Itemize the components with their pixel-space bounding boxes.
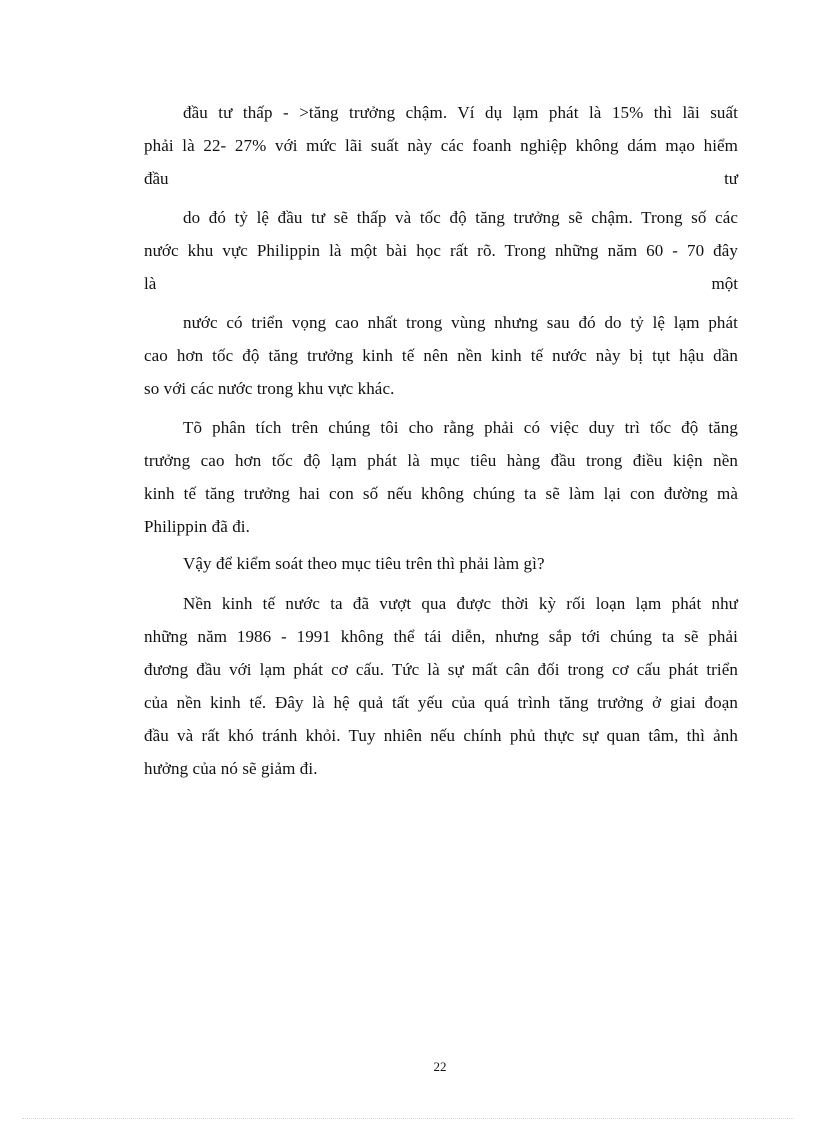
text-line: cao hơn tốc độ tăng trưởng kinh tế nên nền kinh tế nước này bị tụt hậu dần — [144, 346, 738, 365]
text-line: do đó tỷ lệ đầu tư sẽ thấp và tốc độ tăng trưởng sẽ chậm. Trong số các — [183, 208, 738, 227]
text-line: so với các nước trong khu vực khác. — [144, 379, 395, 398]
text-line: đầu và rất khó tránh khỏi. Tuy nhiên nếu chính phủ thực sự quan tâm, thì ảnh — [144, 726, 738, 745]
text-line: đương đầu với lạm phát cơ cấu. Tức là sự mất cân đối trong cơ cấu phát triển — [144, 660, 738, 679]
page-bottom-divider — [22, 1118, 794, 1119]
text-line: hưởng của nó sẽ giảm đi. — [144, 759, 318, 778]
text-line: Nền kinh tế nước ta đã vượt qua được thời kỳ rối loạn lạm phát như — [183, 594, 738, 613]
text-line: Vậy để kiểm soát theo mục tiêu trên thì phải làm gì? — [183, 554, 545, 573]
text-line: trưởng cao hơn tốc độ lạm phát là mục tiêu hàng đầu trong điều kiện nền — [144, 451, 738, 470]
text-line: nước có triển vọng cao nhất trong vùng nhưng sau đó do tỷ lệ lạm phát — [183, 313, 738, 332]
text-word: là — [144, 274, 157, 293]
text-line-split — [144, 273, 738, 295]
text-line: kinh tế tăng trưởng hai con số nếu không chúng ta sẽ làm lại con đường mà — [144, 484, 738, 503]
text-line: phải là 22- 27% với mức lãi suất này các foanh nghiệp không dám mạo hiểm — [144, 136, 738, 155]
text-line: những năm 1986 - 1991 không thể tái diễn, nhưng sắp tới chúng ta sẽ phải — [144, 627, 738, 646]
page-number: 22 — [433, 1059, 447, 1074]
text-word: đầu — [144, 169, 169, 188]
text-line: Tõ phân tích trên chúng tôi cho rằng phải có việc duy trì tốc độ tăng — [183, 418, 738, 437]
text-word: một — [711, 274, 738, 293]
text-line: Philippin đã đi. — [144, 517, 250, 536]
text-line: của nền kinh tế. Đây là hệ quả tất yếu của quá trình tăng trưởng ở giai đoạn — [144, 693, 738, 712]
text-line: nước khu vực Philippin là một bài học rất rõ. Trong những năm 60 - 70 đây — [144, 241, 738, 260]
text-line: đầu tư thấp - >tăng trưởng chậm. Ví dụ lạm phát là 15% thì lãi suất — [183, 103, 738, 122]
text-word: tư — [724, 169, 738, 188]
text-line-split — [144, 168, 738, 190]
